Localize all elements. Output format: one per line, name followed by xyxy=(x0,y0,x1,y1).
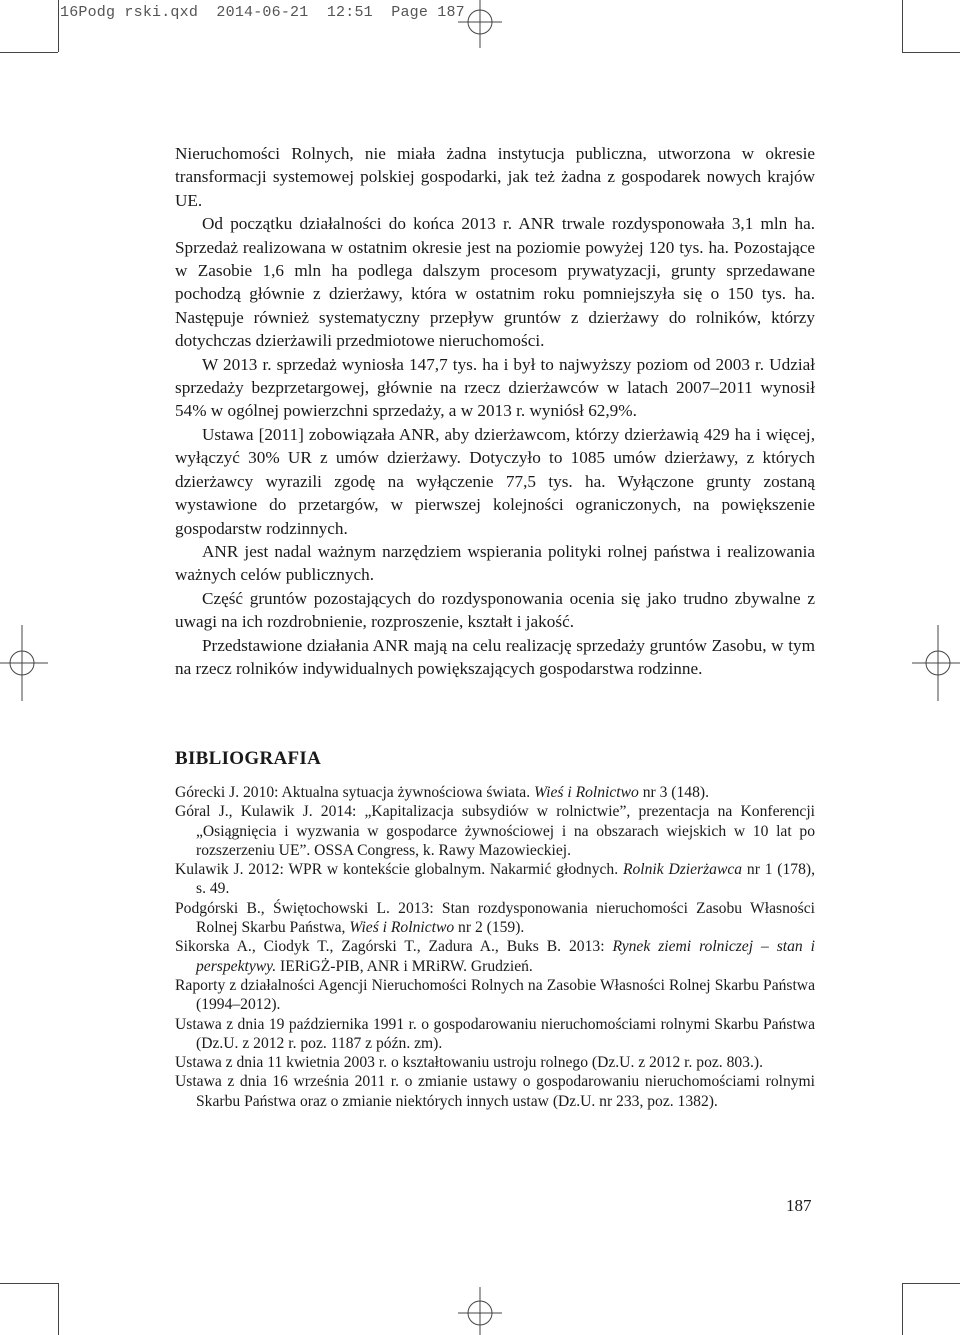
registration-mark-left xyxy=(0,625,48,701)
bibliography-list xyxy=(175,783,815,1111)
crop-mark-top-left-vertical xyxy=(58,0,59,52)
registration-mark-right xyxy=(912,625,960,701)
bibliography-entry: Kulawik J. 2012: WPR w kontekście globalnym. Nakarmić głodnych. Rolnik Dzierżawca nr 1 (178), s. 49. xyxy=(175,861,815,898)
bibliography-entry: Ustawa z dnia 19 października 1991 r. o gospodarowaniu nieruchomościami rolnymi Skarbu Państwa (Dz.U. z 2012 r. poz. 1187 z późn. zm). xyxy=(175,1015,815,1052)
print-slug: 16Podg rski.qxd 2014-06-21 12:51 Page 187 xyxy=(60,4,465,21)
registration-mark-top xyxy=(458,0,502,48)
paragraph: Nieruchomości Rolnych, nie miała żadna instytucja publiczna, utworzona w okresie transformacji systemowej polskiej gospodarki, jak też żadna z gospodarek nowych krajów UE. xyxy=(175,144,815,210)
registration-mark-bottom xyxy=(458,1287,502,1335)
paragraph: Od początku działalności do końca 2013 r. ANR trwale rozdysponowała 3,1 mln ha. Sprzedaż realizowana w ostatnim okresie jest na poziomie powyżej 120 tys. ha. Pozostające w Zasobie 1,6 mln ha podlega dalszym procesom prywatyzacji, grunty sprzedawane pochodzą głównie z dzierżawy, która w ostatnim roku pomniejszyła się o 150 tys. ha. Następuje również systematyczny przepływ gruntów z dzierżawy do rolników, którzy dotychczas dzierżawili przedmiotowe nieruchomości. xyxy=(175,214,815,351)
paragraph: Przedstawione działania ANR mają na celu realizację sprzedaży gruntów Zasobu, w tym na rzecz rolników indywidualnych powiększających gospodarstwa rodzinne. xyxy=(175,635,815,678)
crop-mark-top-right-vertical xyxy=(902,0,903,52)
paragraph: ANR jest nadal ważnym narzędziem wspierania polityki rolnej państwa i realizowania ważnych celów publicznych. xyxy=(175,541,815,585)
bibliography-entry: Podgórski B., Świętochowski L. 2013: Stan rozdysponowania nieruchomości Zasobu Własności Rolnej Skarbu Państwa, Wieś i Rolnictwo nr 2 (159). xyxy=(175,899,815,937)
paragraph: Część gruntów pozostających do rozdysponowania ocenia się jako trudno zbywalne z uwagi na ich rozdrobnienie, rozproszenie, kształt i jakość. xyxy=(175,588,815,632)
page-number: 187 xyxy=(786,1196,812,1215)
body-text xyxy=(175,142,815,680)
paragraph: Ustawa [2011] zobowiązała ANR, aby dzierżawcom, którzy dzierżawią 429 ha i więcej, wyłączyć 30% UR z umów dzierżawy. Dotyczyło to 1085 umów dzierżawy, z których dzierżawcy wyrazili zgodę na wyłączenie 77,5 tys. ha. Wyłączone grunty zostaną wystawione do przetargów, w pierwszej kolejności ograniczonych, na powiększenie gospodarstw rodzinnych. xyxy=(175,424,815,538)
paragraph: W 2013 r. sprzedaż wyniosła 147,7 tys. ha i był to najwyższy poziom od 2003 r. Udział sprzedaży bezprzetargowej, głównie na rzecz dzierżawców w latach 2007–2011 wynosił 54% w ogólnej powierzchni sprzedaży, a w 2013 r. wyniósł 62,9%. xyxy=(175,354,815,421)
crop-mark-bottom-left-vertical xyxy=(58,1283,59,1335)
bibliography-entry: Ustawa z dnia 11 kwietnia 2003 r. o kształtowaniu ustroju rolnego (Dz.U. z 2012 r. poz. 803.). xyxy=(175,1054,763,1072)
bibliography-heading: BIBLIOGRAFIA xyxy=(175,748,322,769)
bibliography-entry: Raporty z działalności Agencji Nieruchomości Rolnych na Zasobie Własności Rolnej Skarbu Państwa (1994–2012). xyxy=(175,976,815,1014)
crop-mark-bottom-left-horizontal xyxy=(0,1283,58,1284)
crop-mark-bottom-right-vertical xyxy=(902,1283,903,1335)
bibliography-entry: Góral J., Kulawik J. 2014: „Kapitalizacja subsydiów w rolnictwie”, prezentacja na Konferencji „Osiągnięcia i wyzwania w gospodarce żywnościowej i na obszarach wiejskich w 10 lat po rozszerzeniu UE”. OSSA Congress, k. Rawy Mazowieckiej. xyxy=(175,803,815,859)
bibliography-entry: Górecki J. 2010: Aktualna sytuacja żywnościowa świata. Wieś i Rolnictwo nr 3 (148). xyxy=(175,784,709,801)
crop-mark-bottom-right-horizontal xyxy=(902,1283,960,1284)
bibliography-entry: Ustawa z dnia 16 września 2011 r. o zmianie ustawy o gospodarowaniu nieruchomościami rolnymi Skarbu Państwa oraz o zmianie niektórych innych ustaw (Dz.U. nr 233, poz. 1382). xyxy=(175,1073,815,1110)
crop-mark-top-left-horizontal xyxy=(0,52,58,53)
bibliography-entry: Sikorska A., Ciodyk T., Zagórski T., Zadura A., Buks B. 2013: Rynek ziemi rolniczej – stan i perspektywy. IERiGŻ-PIB, ANR i MRiRW. Grudzień. xyxy=(175,938,816,975)
crop-mark-top-right-horizontal xyxy=(902,52,960,53)
